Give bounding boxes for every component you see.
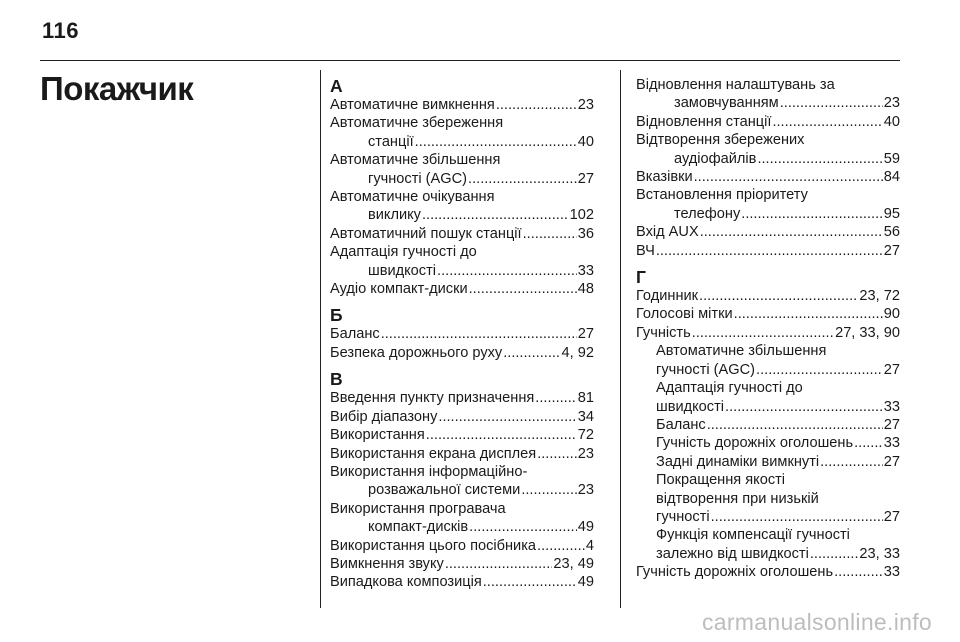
index-entry bbox=[636, 76, 900, 113]
leader-dots bbox=[521, 481, 576, 499]
index-entry-line: Функція компенсації гучності bbox=[656, 527, 850, 544]
index-entry bbox=[636, 526, 900, 563]
leader-dots bbox=[656, 242, 883, 260]
index-page-ref: 49 bbox=[577, 574, 594, 591]
index-column-right bbox=[636, 76, 900, 582]
index-page-ref: 40 bbox=[577, 133, 594, 150]
leader-dots bbox=[535, 389, 576, 407]
index-entry-row bbox=[330, 170, 594, 188]
leader-dots bbox=[756, 361, 883, 379]
index-entry-row bbox=[330, 573, 594, 591]
index-entry-line: Автоматичне очікування bbox=[330, 189, 495, 206]
index-entry bbox=[636, 416, 900, 434]
index-entry bbox=[636, 453, 900, 471]
index-page-ref: 40 bbox=[883, 113, 900, 130]
index-page-ref: 33 bbox=[577, 262, 594, 279]
index-entry bbox=[636, 434, 900, 452]
leader-dots bbox=[469, 280, 577, 298]
index-entry-row bbox=[636, 434, 900, 452]
index-entry-row bbox=[636, 242, 900, 260]
leader-dots bbox=[694, 168, 883, 186]
index-page-ref: 33 bbox=[883, 564, 900, 581]
leader-dots bbox=[415, 133, 577, 151]
index-entry-line: відтворення при низькій bbox=[656, 490, 819, 507]
index-entry-text: компакт-дисків bbox=[368, 519, 469, 536]
index-page-ref: 27 bbox=[883, 361, 900, 378]
index-entry bbox=[636, 379, 900, 416]
index-entry-row bbox=[330, 426, 594, 444]
index-entry-text: Автоматичне вимкнення bbox=[330, 97, 495, 113]
index-entry bbox=[330, 280, 594, 298]
index-entry-row bbox=[330, 481, 594, 499]
index-entry-line: Автоматичне збільшення bbox=[656, 343, 827, 360]
leader-dots bbox=[780, 94, 883, 112]
index-page-ref: 27 bbox=[577, 326, 594, 343]
index-entry-row bbox=[636, 545, 900, 563]
leader-dots bbox=[772, 113, 882, 131]
index-entry-text: замовчуванням bbox=[674, 95, 779, 112]
index-entry bbox=[636, 113, 900, 131]
index-entry-text: гучності (AGC) bbox=[656, 361, 756, 378]
leader-dots bbox=[496, 96, 577, 114]
leader-dots bbox=[445, 555, 553, 573]
index-entry-row bbox=[636, 223, 900, 241]
leader-dots bbox=[469, 518, 577, 536]
index-entry bbox=[330, 555, 594, 573]
index-page-ref: 23, 49 bbox=[553, 555, 594, 572]
index-page-ref: 36 bbox=[577, 225, 594, 242]
index-entry-row bbox=[330, 325, 594, 343]
leader-dots bbox=[422, 206, 569, 224]
index-entry-text: швидкості bbox=[368, 262, 437, 279]
page-number: 116 bbox=[42, 18, 79, 43]
index-page-ref: 33 bbox=[883, 435, 900, 452]
leader-dots bbox=[537, 445, 577, 463]
index-entry bbox=[330, 151, 594, 188]
index-entry bbox=[330, 445, 594, 463]
index-entry-row bbox=[636, 324, 900, 342]
index-letter: А bbox=[330, 76, 343, 96]
index-entry-row bbox=[330, 344, 594, 362]
index-entry-row bbox=[636, 113, 900, 131]
index-entry bbox=[636, 186, 900, 223]
index-entry bbox=[636, 305, 900, 323]
index-entry-text: Введення пункту призначення bbox=[330, 390, 535, 407]
index-entry-row bbox=[636, 168, 900, 186]
index-entry bbox=[636, 342, 900, 379]
index-entry bbox=[330, 325, 594, 343]
index-entry-row bbox=[636, 305, 900, 323]
index-entry-text: залежно від швидкості bbox=[656, 545, 809, 562]
index-entry-text: Гучність bbox=[636, 324, 691, 341]
header-rule bbox=[40, 60, 900, 61]
index-page-ref: 27 bbox=[883, 453, 900, 470]
index-entry bbox=[330, 500, 594, 537]
index-entry-text: гучності bbox=[656, 508, 710, 525]
index-letter: Г bbox=[636, 267, 646, 288]
index-page-ref: 48 bbox=[577, 281, 594, 298]
index-entry-text: Випадкова композиція bbox=[330, 574, 482, 591]
index-entry-row bbox=[636, 150, 900, 168]
index-entry-text: ВЧ bbox=[636, 242, 655, 259]
index-page-ref: 84 bbox=[883, 169, 900, 186]
index-entry-text: Відновлення станції bbox=[636, 113, 772, 130]
leader-dots bbox=[438, 408, 576, 426]
column-divider-right bbox=[620, 70, 621, 608]
index-entry-text: Аудіо компакт-диски bbox=[330, 281, 468, 298]
index-page-ref: 23, 72 bbox=[859, 288, 900, 305]
index-entry-row bbox=[636, 563, 900, 581]
index-entry-row bbox=[330, 262, 594, 280]
leader-dots bbox=[734, 305, 883, 323]
index-page-ref: 95 bbox=[883, 205, 900, 222]
index-entry-text: Використання цього посібника bbox=[330, 537, 537, 554]
index-entry bbox=[330, 243, 594, 280]
index-entry-text: Вказівки bbox=[636, 169, 693, 186]
index-entry-line: Використання програвача bbox=[330, 500, 506, 517]
index-entry-line: Використання інформаційно- bbox=[330, 463, 528, 480]
index-entry-row bbox=[330, 445, 594, 463]
index-entry-text: Вимкнення звуку bbox=[330, 555, 444, 572]
index-entry bbox=[330, 96, 594, 114]
index-entry-row bbox=[330, 518, 594, 536]
index-entry bbox=[636, 563, 900, 581]
index-entry bbox=[636, 242, 900, 260]
index-entry bbox=[330, 188, 594, 225]
index-entry bbox=[636, 168, 900, 186]
index-entry-row bbox=[636, 94, 900, 112]
leader-dots bbox=[810, 545, 859, 563]
index-entry bbox=[636, 324, 900, 342]
index-page-ref: 27 bbox=[883, 508, 900, 525]
index-entry bbox=[330, 573, 594, 591]
index-entry bbox=[636, 471, 900, 526]
index-entry-row bbox=[636, 361, 900, 379]
index-entry bbox=[636, 131, 900, 168]
index-entry bbox=[330, 225, 594, 243]
index-page-ref: 59 bbox=[883, 150, 900, 167]
index-entry-text: Голосові мітки bbox=[636, 306, 733, 323]
leader-dots bbox=[437, 262, 577, 280]
index-entry bbox=[330, 114, 594, 151]
index-entry-row bbox=[636, 287, 900, 305]
index-entry-row bbox=[330, 389, 594, 407]
leader-dots bbox=[692, 324, 834, 342]
index-entry bbox=[330, 344, 594, 362]
leader-dots bbox=[757, 150, 882, 168]
index-page-ref: 23 bbox=[577, 97, 594, 113]
index-page-ref: 90 bbox=[883, 306, 900, 323]
index-entry-text: виклику bbox=[368, 207, 421, 224]
index-entry-row bbox=[636, 205, 900, 223]
index-letter: Б bbox=[330, 305, 343, 326]
leader-dots bbox=[820, 453, 883, 471]
index-entry-text: Використання bbox=[330, 427, 425, 444]
index-entry-text: Гучність дорожніх оголошень bbox=[656, 435, 854, 452]
index-page-ref: 23 bbox=[883, 95, 900, 112]
index-entry-text: Баланс bbox=[330, 326, 380, 343]
leader-dots bbox=[503, 344, 560, 362]
index-entry-text: Гучність дорожніх оголошень bbox=[636, 564, 834, 581]
index-entry-row bbox=[330, 537, 594, 555]
leader-dots bbox=[707, 416, 883, 434]
index-entry bbox=[330, 408, 594, 426]
index-page-ref: 49 bbox=[577, 519, 594, 536]
leader-dots bbox=[741, 205, 883, 223]
leader-dots bbox=[468, 170, 577, 188]
index-entry-text: телефону bbox=[674, 205, 741, 222]
index-page-ref: 27 bbox=[883, 416, 900, 433]
index-entry-row bbox=[330, 96, 594, 114]
index-entry-text: Годинник bbox=[636, 288, 699, 305]
index-entry-text: Використання екрана дисплея bbox=[330, 445, 537, 462]
index-entry-text: аудіофайлів bbox=[674, 150, 757, 167]
index-page-ref: 27, 33, 90 bbox=[835, 324, 900, 341]
index-entry bbox=[330, 537, 594, 555]
index-page-ref: 72 bbox=[577, 427, 594, 444]
index-entry bbox=[330, 389, 594, 407]
index-entry-row bbox=[330, 133, 594, 151]
index-entry-text: Задні динаміки вимкнуті bbox=[656, 453, 820, 470]
index-page-ref: 81 bbox=[577, 390, 594, 407]
index-entry-line: Автоматичне збільшення bbox=[330, 152, 501, 169]
index-entry-text: Вхід AUX bbox=[636, 224, 699, 241]
index-entry-row bbox=[330, 206, 594, 224]
index-entry-line: Адаптація гучності до bbox=[330, 244, 477, 261]
index-entry-text: розважальної системи bbox=[368, 482, 521, 499]
leader-dots bbox=[834, 563, 883, 581]
index-entry bbox=[330, 463, 594, 500]
index-page-ref: 27 bbox=[577, 170, 594, 187]
column-divider-left bbox=[320, 70, 321, 608]
leader-dots bbox=[725, 398, 883, 416]
leader-dots bbox=[537, 537, 585, 555]
index-entry-line: Встановлення пріоритету bbox=[636, 187, 808, 204]
leader-dots bbox=[381, 325, 577, 343]
leader-dots bbox=[483, 573, 577, 591]
index-page-ref: 34 bbox=[577, 408, 594, 425]
index-column-left bbox=[330, 76, 594, 592]
leader-dots bbox=[854, 434, 883, 452]
index-letter: В bbox=[330, 369, 343, 390]
index-page-ref: 33 bbox=[883, 398, 900, 415]
leader-dots bbox=[523, 225, 577, 243]
index-entry bbox=[636, 287, 900, 305]
leader-dots bbox=[700, 223, 883, 241]
index-page-ref: 23 bbox=[577, 482, 594, 499]
index-entry-row bbox=[330, 225, 594, 243]
index-page-ref: 23, 33 bbox=[859, 545, 900, 562]
index-entry-row bbox=[636, 508, 900, 526]
leader-dots bbox=[426, 426, 577, 444]
index-entry-row bbox=[636, 416, 900, 434]
index-page-ref: 4 bbox=[585, 537, 594, 554]
index-entry-line: Адаптація гучності до bbox=[656, 380, 803, 397]
leader-dots bbox=[699, 287, 858, 305]
index-entry-line: Покращення якості bbox=[656, 472, 786, 489]
index-entry-row bbox=[330, 280, 594, 298]
index-entry-text: Автоматичний пошук станції bbox=[330, 225, 522, 242]
index-entry-line: Відновлення налаштувань за bbox=[636, 77, 835, 93]
index-entry-text: Безпека дорожнього руху bbox=[330, 344, 503, 361]
section-title: Покажчик bbox=[40, 70, 194, 107]
index-page-ref: 23 bbox=[577, 445, 594, 462]
index-entry-text: швидкості bbox=[656, 398, 725, 415]
index-page-ref: 102 bbox=[569, 207, 594, 224]
index-entry-row bbox=[636, 398, 900, 416]
leader-dots bbox=[711, 508, 883, 526]
index-page-ref: 27 bbox=[883, 242, 900, 259]
index-entry-row bbox=[330, 408, 594, 426]
index-entry-text: гучності (AGC) bbox=[368, 170, 468, 187]
index-entry-row bbox=[636, 453, 900, 471]
index-entry-line: Автоматичне збереження bbox=[330, 115, 504, 132]
index-page-ref: 56 bbox=[883, 224, 900, 241]
index-entry-text: Баланс bbox=[656, 416, 706, 433]
index-entry bbox=[636, 223, 900, 241]
watermark: carmanualsonline.info bbox=[701, 609, 932, 635]
index-entry bbox=[330, 426, 594, 444]
index-entry-line: Відтворення збережених bbox=[636, 132, 805, 149]
index-page-ref: 4, 92 bbox=[561, 344, 594, 361]
index-entry-text: станції bbox=[368, 133, 414, 150]
index-entry-row bbox=[330, 555, 594, 573]
index-entry-text: Вибір діапазону bbox=[330, 408, 438, 425]
